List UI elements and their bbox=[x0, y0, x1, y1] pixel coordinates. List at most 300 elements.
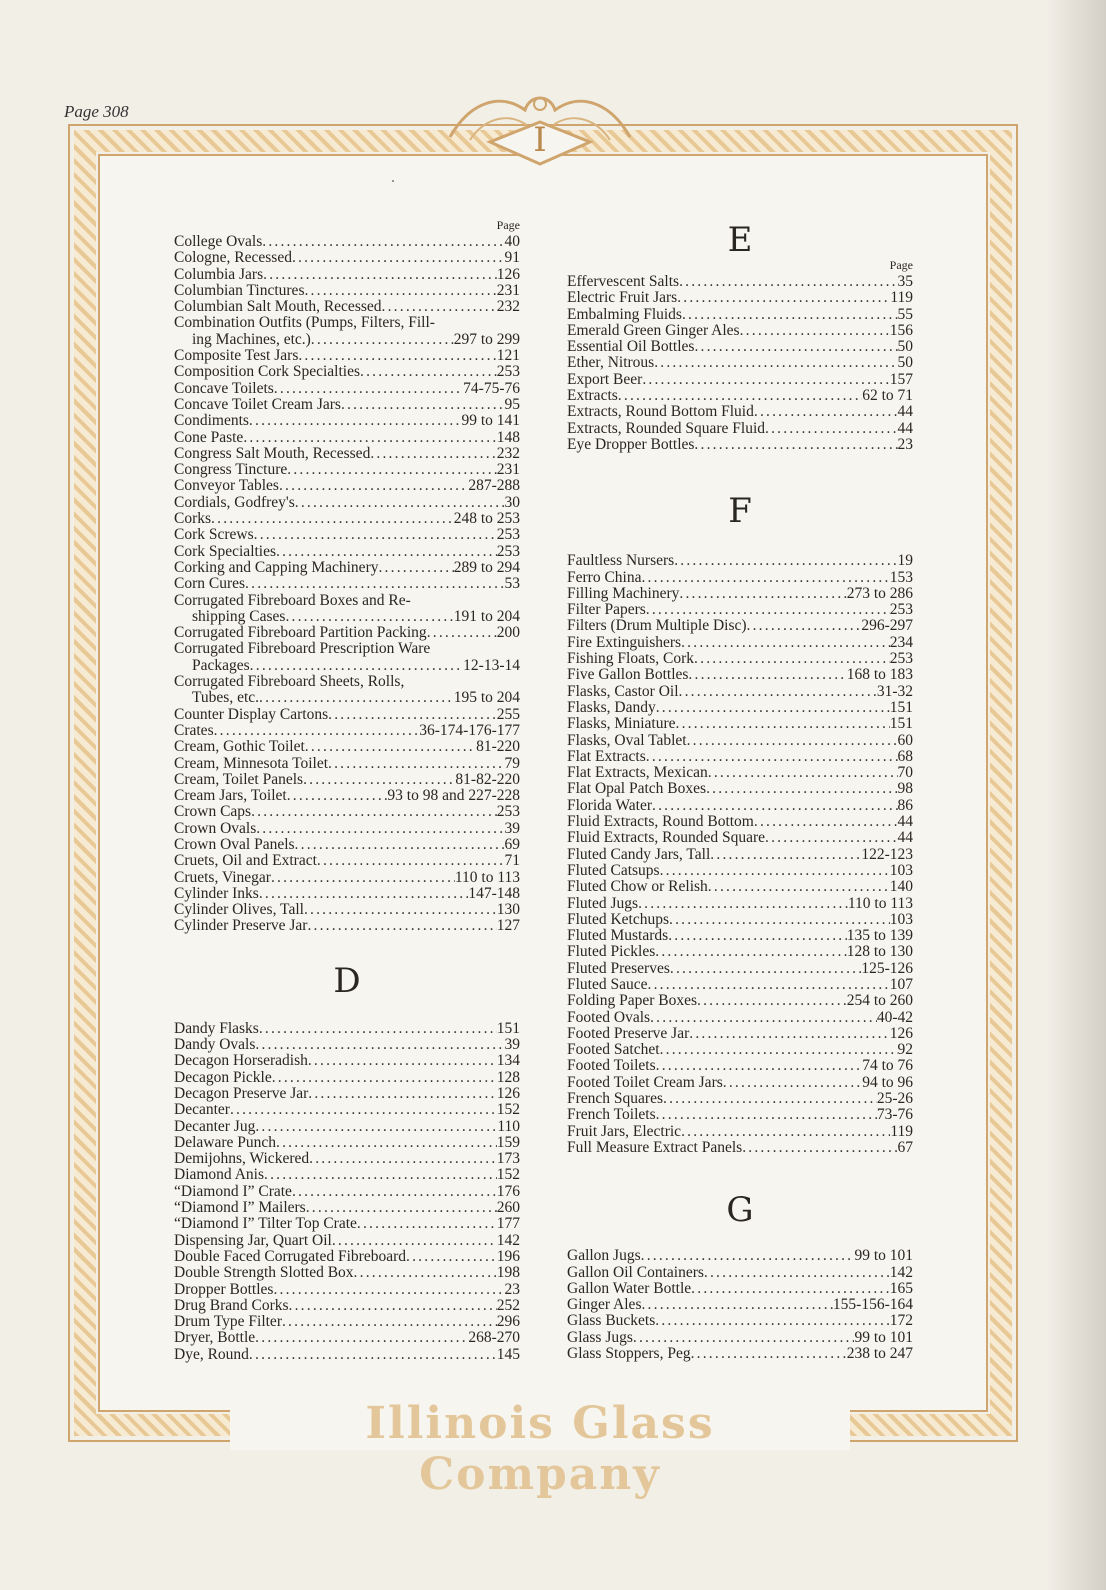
leader-dots bbox=[357, 1216, 497, 1232]
leader-dots bbox=[663, 1091, 877, 1107]
index-entry bbox=[174, 1102, 520, 1118]
entry-page: 135 to 139 bbox=[846, 927, 913, 945]
index-entry bbox=[567, 635, 913, 651]
entry-name: Glass Stoppers, Peg bbox=[567, 1345, 691, 1363]
leader-dots bbox=[742, 1140, 897, 1156]
index-entry bbox=[174, 788, 520, 804]
leader-dots bbox=[694, 339, 897, 355]
entry-page: 23 bbox=[504, 1280, 520, 1298]
leader-dots bbox=[618, 388, 862, 404]
leader-dots bbox=[694, 651, 890, 667]
index-entry bbox=[174, 1184, 520, 1200]
entry-name: College Ovals bbox=[174, 233, 263, 250]
index-entry bbox=[567, 798, 913, 814]
entry-name: Eye Dropper Bottles bbox=[567, 435, 695, 453]
leader-dots bbox=[655, 1313, 889, 1329]
leader-dots bbox=[740, 323, 890, 339]
entry-name: Corrugated Fibreboard Boxes and Re- bbox=[174, 591, 411, 609]
entry-name: Congress Tincture bbox=[174, 461, 288, 479]
entry-page: 94 to 96 bbox=[862, 1073, 913, 1091]
leader-dots bbox=[754, 814, 898, 830]
entry-page: 107 bbox=[889, 975, 913, 993]
entry-name: ing Machines, etc.) bbox=[192, 330, 311, 348]
index-entry bbox=[567, 928, 913, 944]
index-entry bbox=[567, 830, 913, 846]
leader-dots bbox=[211, 511, 454, 527]
index-entry bbox=[567, 372, 913, 388]
entry-page: 253 bbox=[496, 363, 520, 381]
index-entry bbox=[567, 993, 913, 1009]
entry-name: Footed Preserve Jar bbox=[567, 1024, 690, 1042]
entry-page: 173 bbox=[496, 1150, 520, 1168]
entry-name: Fluted Catsups bbox=[567, 861, 660, 879]
leader-dots bbox=[706, 781, 897, 797]
entry-name: Dye, Round bbox=[174, 1345, 249, 1363]
entry-name: Faultless Nursers bbox=[567, 552, 675, 570]
index-entry bbox=[174, 511, 520, 527]
index-entry bbox=[174, 886, 520, 902]
index-entry bbox=[174, 283, 520, 299]
entry-page: 19 bbox=[897, 552, 913, 570]
entry-page: 62 to 71 bbox=[862, 387, 913, 405]
leader-dots bbox=[382, 299, 497, 315]
entry-page: 74 to 76 bbox=[862, 1057, 913, 1075]
section-letter-g: G bbox=[726, 1190, 754, 1231]
entry-page: 39 bbox=[504, 819, 520, 837]
index-entry bbox=[567, 1091, 913, 1107]
entry-page: 23 bbox=[897, 435, 913, 453]
leader-dots bbox=[251, 804, 497, 820]
entry-name: Flasks, Dandy bbox=[567, 698, 656, 716]
leader-dots bbox=[668, 928, 847, 944]
entry-page: 255 bbox=[496, 705, 520, 723]
leader-dots bbox=[670, 961, 861, 977]
index-entry bbox=[567, 1297, 913, 1313]
entry-page: 287-288 bbox=[468, 477, 520, 495]
entry-page: 110 bbox=[497, 1117, 520, 1135]
index-entry bbox=[174, 1151, 520, 1167]
entry-name: Corrugated Fibreboard Partition Packing bbox=[174, 624, 427, 642]
entry-name: Cylinder Preserve Jar bbox=[174, 917, 308, 935]
index-entry bbox=[567, 307, 913, 323]
index-entry bbox=[174, 690, 520, 706]
index-entry bbox=[567, 700, 913, 716]
leader-dots bbox=[259, 690, 454, 706]
entry-name: Cream, Toilet Panels bbox=[174, 770, 304, 788]
section-d-list bbox=[174, 1021, 520, 1363]
leader-dots bbox=[708, 879, 890, 895]
entry-page: 31-32 bbox=[876, 682, 913, 700]
section-c-list bbox=[174, 234, 520, 935]
entry-name: Fluted Pickles bbox=[567, 943, 656, 961]
index-entry bbox=[174, 902, 520, 918]
entry-page: 231 bbox=[496, 461, 520, 479]
entry-page: 152 bbox=[496, 1166, 520, 1184]
entry-name: Cream Jars, Toilet bbox=[174, 787, 287, 805]
entry-name: Glass Buckets bbox=[567, 1312, 656, 1330]
leader-dots bbox=[305, 739, 476, 755]
index-entry bbox=[174, 1233, 520, 1249]
leader-dots bbox=[307, 918, 496, 934]
entry-page: 119 bbox=[890, 289, 913, 307]
section-f-list bbox=[567, 553, 913, 1156]
entry-name: Dispensing Jar, Quart Oil bbox=[174, 1231, 332, 1249]
index-entry bbox=[174, 234, 520, 250]
index-entry bbox=[174, 430, 520, 446]
leader-dots bbox=[747, 618, 862, 634]
entry-page: 159 bbox=[496, 1133, 520, 1151]
entry-page: 103 bbox=[889, 910, 913, 928]
leader-dots bbox=[259, 886, 469, 902]
leader-dots bbox=[765, 830, 897, 846]
entry-page: 253 bbox=[496, 526, 520, 544]
entry-page: 130 bbox=[496, 901, 520, 919]
entry-name: Concave Toilet Cream Jars bbox=[174, 395, 341, 413]
entry-name: Fluted Preserves bbox=[567, 959, 670, 977]
index-entry bbox=[174, 723, 520, 739]
entry-name: Effervescent Salts bbox=[567, 273, 680, 290]
entry-page: 71 bbox=[504, 852, 520, 870]
entry-name: Essential Oil Bottles bbox=[567, 338, 695, 356]
index-entry bbox=[174, 837, 520, 853]
entry-page: 92 bbox=[897, 1041, 913, 1059]
leader-dots bbox=[765, 421, 897, 437]
entry-page: 296 bbox=[496, 1313, 520, 1331]
entry-name: Crown Ovals bbox=[174, 819, 257, 837]
index-entry bbox=[174, 1086, 520, 1102]
index-entry bbox=[174, 381, 520, 397]
entry-page: 234 bbox=[889, 633, 913, 651]
index-entry bbox=[567, 570, 913, 586]
entry-page: 252 bbox=[496, 1296, 520, 1314]
entry-name: Fluted Ketchups bbox=[567, 910, 670, 928]
entry-name: Condiments bbox=[174, 412, 249, 430]
entry-name: Folding Paper Boxes bbox=[567, 992, 698, 1010]
index-entry bbox=[567, 944, 913, 960]
entry-name: Columbia Jars bbox=[174, 265, 264, 283]
leader-dots bbox=[660, 1042, 898, 1058]
index-entry bbox=[174, 250, 520, 266]
leader-dots bbox=[272, 1070, 497, 1086]
leader-dots bbox=[656, 1058, 863, 1074]
leader-dots bbox=[669, 912, 890, 928]
index-entry bbox=[174, 821, 520, 837]
index-entry bbox=[567, 814, 913, 830]
leader-dots bbox=[309, 1151, 497, 1167]
leader-dots bbox=[287, 788, 388, 804]
index-entry bbox=[174, 560, 520, 576]
index-entry bbox=[567, 1124, 913, 1140]
entry-page: 74-75-76 bbox=[463, 379, 520, 397]
page-column-header: Page bbox=[496, 218, 520, 232]
leader-dots bbox=[652, 798, 898, 814]
entry-page: 253 bbox=[496, 542, 520, 560]
entry-page: 297 to 299 bbox=[453, 330, 520, 348]
leader-dots bbox=[682, 307, 898, 323]
index-entry bbox=[567, 1042, 913, 1058]
index-entry bbox=[567, 749, 913, 765]
section-e-list bbox=[567, 274, 913, 453]
entry-name: Cream, Gothic Toilet bbox=[174, 738, 305, 756]
entry-name: Cork Specialties bbox=[174, 542, 277, 560]
entry-page: 195 to 204 bbox=[453, 689, 520, 707]
index-entry bbox=[567, 388, 913, 404]
entry-name: Columbian Salt Mouth, Recessed bbox=[174, 298, 382, 316]
leader-dots bbox=[274, 381, 463, 397]
entry-page: 232 bbox=[496, 298, 520, 316]
entry-page: 86 bbox=[897, 796, 913, 814]
leader-dots bbox=[311, 332, 454, 348]
section-letter-d: D bbox=[333, 960, 361, 1001]
index-entry bbox=[174, 267, 520, 283]
leader-dots bbox=[378, 560, 453, 576]
index-entry bbox=[174, 1200, 520, 1216]
entry-name: Footed Toilets bbox=[567, 1057, 656, 1075]
entry-page: 238 to 247 bbox=[846, 1345, 913, 1363]
entry-name: Flasks, Miniature bbox=[567, 715, 676, 733]
leader-dots bbox=[306, 1200, 497, 1216]
entry-name: Ginger Ales bbox=[567, 1296, 642, 1314]
entry-page: 110 to 113 bbox=[454, 868, 520, 886]
index-entry bbox=[174, 804, 520, 820]
entry-name: Decanter Jug bbox=[174, 1117, 256, 1135]
entry-name: “Diamond I” Crate bbox=[174, 1182, 292, 1200]
entry-page: 110 to 113 bbox=[847, 894, 913, 912]
leader-dots bbox=[710, 847, 861, 863]
leader-dots bbox=[289, 1298, 497, 1314]
index-entry bbox=[174, 1070, 520, 1086]
leader-dots bbox=[276, 544, 497, 560]
entry-name: Emerald Green Ginger Ales bbox=[567, 321, 740, 339]
index-entry bbox=[567, 977, 913, 993]
entry-page: 153 bbox=[889, 568, 913, 586]
leader-dots bbox=[250, 658, 464, 674]
leader-dots bbox=[723, 1075, 862, 1091]
entry-name: Corrugated Fibreboard Sheets, Rolls, bbox=[174, 673, 405, 691]
entry-page: 127 bbox=[496, 917, 520, 935]
index-entry bbox=[567, 765, 913, 781]
index-entry bbox=[174, 1216, 520, 1232]
entry-page: 142 bbox=[889, 1263, 913, 1281]
entry-page: 44 bbox=[897, 829, 913, 847]
index-entry bbox=[567, 733, 913, 749]
entry-name: Dropper Bottles bbox=[174, 1280, 274, 1298]
entry-name: Dryer, Bottle bbox=[174, 1329, 256, 1347]
entry-name: Gallon Oil Containers bbox=[567, 1263, 704, 1281]
entry-page: 196 bbox=[496, 1247, 520, 1265]
entry-name: Corn Cures bbox=[174, 575, 246, 593]
index-entry bbox=[567, 618, 913, 634]
index-entry bbox=[174, 625, 520, 641]
entry-page: 155-156-164 bbox=[832, 1296, 913, 1314]
entry-page: 172 bbox=[889, 1312, 913, 1330]
entry-page: 12-13-14 bbox=[463, 656, 520, 674]
index-entry bbox=[567, 602, 913, 618]
entry-name: Extracts, Rounded Square Fluid bbox=[567, 419, 766, 437]
entry-name: Embalming Fluids bbox=[567, 305, 682, 323]
index-entry bbox=[174, 1282, 520, 1298]
leader-dots bbox=[641, 1248, 855, 1264]
leader-dots bbox=[332, 1233, 497, 1249]
index-entry bbox=[174, 1053, 520, 1069]
entry-page: 296-297 bbox=[861, 617, 913, 635]
entry-name: “Diamond I” Mailers bbox=[174, 1199, 306, 1217]
entry-name: Flat Extracts bbox=[567, 747, 646, 765]
leader-dots bbox=[694, 437, 897, 453]
index-entry bbox=[174, 1021, 520, 1037]
index-entry bbox=[567, 684, 913, 700]
entry-name: Cordials, Godfrey's bbox=[174, 493, 295, 511]
index-entry bbox=[567, 274, 913, 290]
entry-name: Filling Machinery bbox=[567, 584, 680, 602]
leader-dots bbox=[303, 772, 455, 788]
entry-name: Fluted Sauce bbox=[567, 975, 648, 993]
entry-page: 73-76 bbox=[876, 1106, 913, 1124]
index-entry bbox=[174, 1037, 520, 1053]
index-entry bbox=[174, 544, 520, 560]
index-entry bbox=[174, 641, 520, 657]
leader-dots bbox=[650, 1010, 877, 1026]
entry-page: 165 bbox=[889, 1279, 913, 1297]
entry-page: 151 bbox=[496, 1019, 520, 1037]
crest-letter: I bbox=[533, 120, 547, 160]
index-entry bbox=[567, 1140, 913, 1156]
entry-page: 253 bbox=[496, 803, 520, 821]
leader-dots bbox=[254, 527, 497, 543]
entry-name: Double Strength Slotted Box bbox=[174, 1264, 354, 1282]
entry-name: “Diamond I” Tilter Top Crate bbox=[174, 1215, 357, 1233]
index-column-left bbox=[174, 218, 520, 1363]
index-entry bbox=[567, 290, 913, 306]
index-entry bbox=[174, 658, 520, 674]
index-entry bbox=[567, 1058, 913, 1074]
index-entry bbox=[174, 772, 520, 788]
entry-name: Glass Jugs bbox=[567, 1328, 633, 1346]
entry-page: 122-123 bbox=[861, 845, 913, 863]
entry-page: 67 bbox=[897, 1138, 913, 1156]
entry-page: 25-26 bbox=[876, 1090, 913, 1108]
entry-name: Filters (Drum Multiple Disc) bbox=[567, 617, 747, 635]
leader-dots bbox=[676, 716, 890, 732]
entry-page: 121 bbox=[496, 347, 520, 365]
leader-dots bbox=[282, 1314, 497, 1330]
entry-page: 128 to 130 bbox=[846, 943, 913, 961]
entry-name: Columbian Tinctures bbox=[174, 281, 305, 299]
entry-name: Delaware Punch bbox=[174, 1133, 276, 1151]
stray-dot bbox=[392, 180, 394, 182]
leader-dots bbox=[679, 274, 897, 290]
index-entry bbox=[567, 1026, 913, 1042]
leader-dots bbox=[697, 993, 847, 1009]
entry-page: 151 bbox=[889, 698, 913, 716]
entry-page: 151 bbox=[889, 715, 913, 733]
footer-title: Illinois Glass Company bbox=[365, 1398, 715, 1500]
entry-name: Florida Water bbox=[567, 796, 652, 814]
entry-page: 95 bbox=[504, 395, 520, 413]
entry-name: Dandy Flasks bbox=[174, 1019, 259, 1037]
entry-page: 248 to 253 bbox=[453, 510, 520, 528]
leader-dots bbox=[259, 1021, 497, 1037]
entry-page: 253 bbox=[889, 650, 913, 668]
entry-name: Export Beer bbox=[567, 370, 643, 388]
index-entry bbox=[567, 1107, 913, 1123]
index-entry bbox=[174, 1135, 520, 1151]
leader-dots bbox=[654, 355, 897, 371]
entry-name: Decagon Horseradish bbox=[174, 1052, 308, 1070]
entry-name: Cylinder Inks bbox=[174, 884, 259, 902]
entry-name: shipping Cases bbox=[192, 607, 286, 625]
entry-name: Corrugated Fibreboard Prescription Ware bbox=[174, 640, 431, 658]
leader-dots bbox=[360, 364, 497, 380]
leader-dots bbox=[633, 1330, 855, 1346]
index-entry bbox=[174, 593, 520, 609]
entry-page: 81-220 bbox=[476, 738, 520, 756]
entry-name: Tubes, etc. bbox=[192, 689, 260, 707]
entry-page: 198 bbox=[496, 1264, 520, 1282]
entry-name: Crown Caps bbox=[174, 803, 252, 821]
entry-name: Cylinder Olives, Tall bbox=[174, 901, 304, 919]
leader-dots bbox=[255, 1037, 504, 1053]
entry-name: Fluted Candy Jars, Tall bbox=[567, 845, 711, 863]
entry-page: 168 to 183 bbox=[846, 666, 913, 684]
leader-dots bbox=[427, 625, 497, 641]
entry-page: 30 bbox=[504, 493, 520, 511]
page-column-header: Page bbox=[889, 258, 913, 272]
leader-dots bbox=[255, 1330, 468, 1346]
index-entry bbox=[174, 364, 520, 380]
leader-dots bbox=[271, 870, 455, 886]
entry-name: Composite Test Jars bbox=[174, 347, 299, 365]
index-entry bbox=[174, 527, 520, 543]
leader-dots bbox=[263, 267, 497, 283]
entry-page: 44 bbox=[897, 813, 913, 831]
section-g-list bbox=[567, 1248, 913, 1362]
index-entry bbox=[567, 716, 913, 732]
entry-name: Fluid Extracts, Round Bottom bbox=[567, 813, 754, 831]
entry-name: Footed Toilet Cream Jars bbox=[567, 1073, 723, 1091]
entry-name: Fruit Jars, Electric bbox=[567, 1122, 682, 1140]
index-entry bbox=[567, 1330, 913, 1346]
index-entry bbox=[567, 667, 913, 683]
entry-name: Decagon Preserve Jar bbox=[174, 1084, 309, 1102]
index-entry bbox=[567, 961, 913, 977]
leader-dots bbox=[317, 853, 505, 869]
entry-page: 142 bbox=[496, 1231, 520, 1249]
entry-name: Cream, Minnesota Toilet bbox=[174, 754, 329, 772]
index-entry bbox=[174, 853, 520, 869]
index-entry bbox=[174, 332, 520, 348]
leader-dots bbox=[681, 1124, 890, 1140]
entry-name: Cork Screws bbox=[174, 526, 254, 544]
index-entry bbox=[567, 1265, 913, 1281]
index-entry bbox=[174, 1265, 520, 1281]
index-entry bbox=[567, 863, 913, 879]
entry-page: 260 bbox=[496, 1199, 520, 1217]
entry-page: 253 bbox=[889, 601, 913, 619]
index-entry bbox=[174, 1167, 520, 1183]
entry-page: 147-148 bbox=[468, 884, 520, 902]
entry-name: Counter Display Cartons bbox=[174, 705, 329, 723]
index-entry bbox=[174, 462, 520, 478]
leader-dots bbox=[641, 1297, 832, 1313]
entry-page: 156 bbox=[889, 321, 913, 339]
leader-dots bbox=[687, 733, 898, 749]
section-letter-e: E bbox=[727, 220, 753, 260]
index-entry bbox=[567, 1313, 913, 1329]
entry-name: Fluid Extracts, Rounded Square bbox=[567, 829, 766, 847]
index-entry bbox=[174, 756, 520, 772]
leader-dots bbox=[304, 283, 496, 299]
